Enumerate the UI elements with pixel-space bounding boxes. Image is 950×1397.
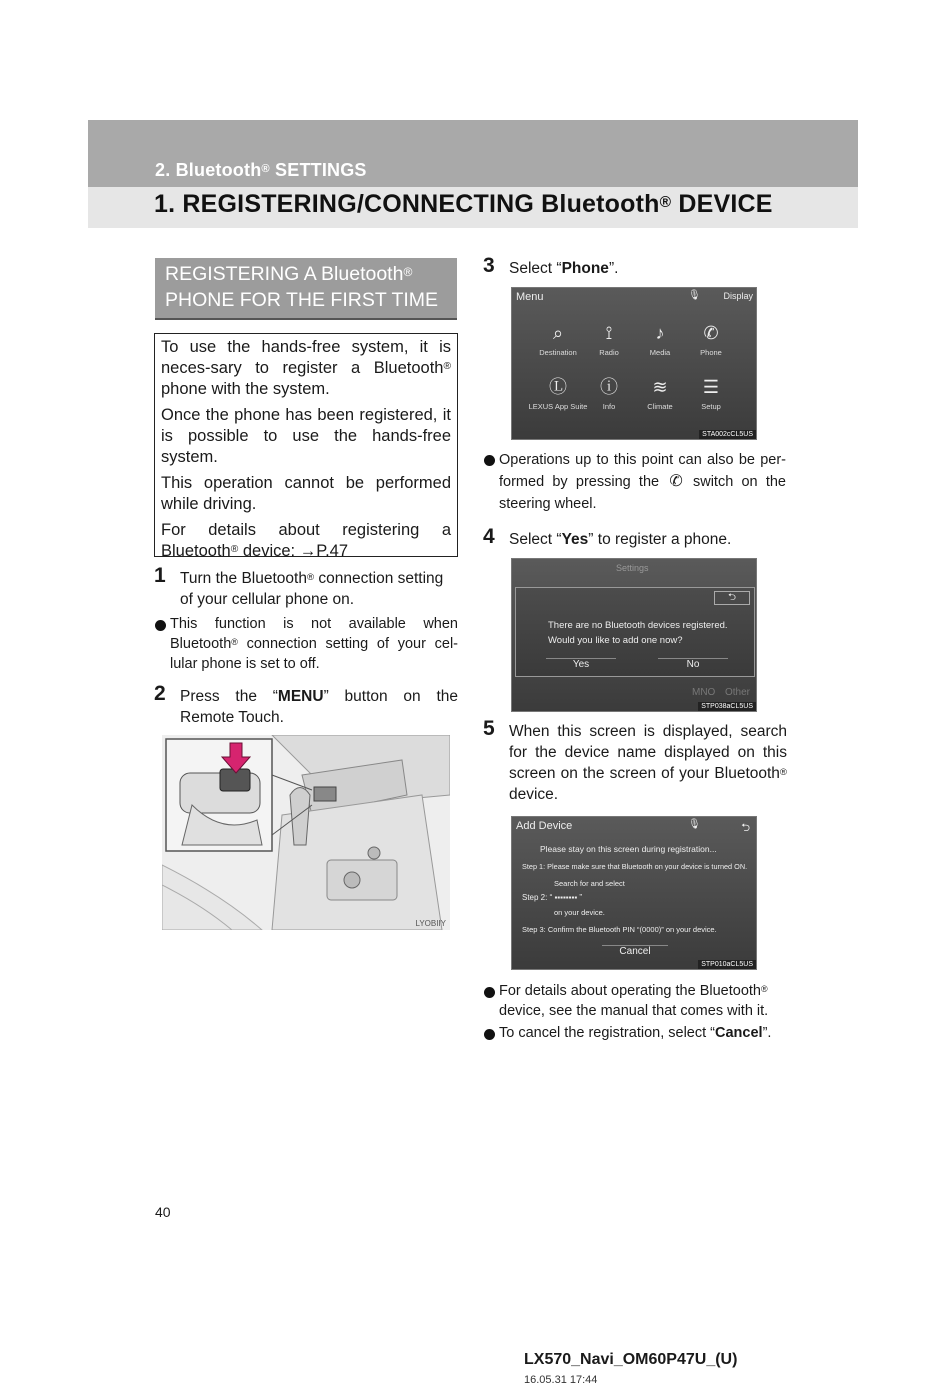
menu-phone[interactable]: ✆ Phone [700,323,722,357]
info-icon: ⓘ [600,377,618,397]
info-paragraph: To use the hands-free system, it is neces-sary to register a Bluetooth® phone with the system. [161,338,451,398]
bullet-icon [484,1029,495,1040]
info-box [154,333,458,560]
climate-icon: ≋ [652,377,668,397]
phone-icon: ✆ [703,323,719,343]
setup-icon: ☰ [702,377,720,397]
instruction-line: Please stay on this screen during registration... [540,844,717,854]
info-paragraph: This operation cannot be performed while driving. [161,474,451,513]
bullet-note: This function is not available when Bluetooth® connection setting of your cel-lular phone is set to off. [155,614,458,676]
screen-code: STP010aCL5US [698,960,756,969]
remote-touch-illustration [162,735,450,930]
menu-climate[interactable]: ≋ Climate [647,377,673,411]
bullet-icon [484,987,495,998]
menu-destination[interactable]: ⌕ Destination [539,323,577,357]
bullet-note: Operations up to this point can also be per-formed by pressing the ✆ switch on the steering wheel. [484,449,786,521]
step-4: 4 Select “Yes” to register a phone. [483,525,732,548]
bullet-icon [484,455,495,466]
settings-label: Settings [616,563,649,573]
add-device-screen [511,816,757,970]
back-button[interactable]: ⮌ [714,591,750,605]
other-key: Other [725,687,751,698]
confirm-screen [511,558,757,712]
mno-key: MNO [692,687,716,698]
screen-code: STP038aCL5US [698,702,756,711]
page-number: 40 [155,1204,171,1220]
menu-info[interactable]: ⓘ Info [600,377,618,411]
step-3: 3 Select “Phone”. [483,254,619,277]
step-1: 1 Turn the Bluetooth® connection setting of your cellular phone on. [154,564,444,608]
info-paragraph: Once the phone has been registered, it is possible to use the hands-free system. [161,406,451,466]
menu-lexus-app-suite[interactable]: Ⓛ LEXUS App Suite [528,377,588,411]
menu-radio[interactable]: ⟟ Radio [599,323,619,357]
subsection-heading: REGISTERING A Bluetooth® PHONE FOR THE FIRST TIME [155,258,457,320]
screen-code: STA002cCL5US [699,430,756,439]
info-paragraph: For details about registering a Bluetooth® device: →P.47 [161,521,451,560]
figure-code: LYOBIIY [415,919,446,928]
menu-setup[interactable]: ☰ Setup [701,377,721,411]
dialog-line: Would you like to add one now? [548,635,683,646]
radio-icon: ⟟ [605,323,613,343]
dialog-line: There are no Bluetooth devices registered. [548,620,728,631]
menu-screen [511,287,757,440]
instruction-line: Step 1: Please make sure that Bluetooth on your device is turned ON. [522,862,748,871]
phone-switch-icon: ✆ [669,473,683,490]
lexus-logo-icon: Ⓛ [549,377,567,397]
step-2: 2 Press the “MENU” button on the Remote Touch. [154,682,458,726]
screen-title: Menu [516,291,544,303]
destination-icon: ⌕ [552,323,564,343]
display-button[interactable]: Display [723,291,753,301]
chapter-title: 1. REGISTERING/CONNECTING Bluetooth® DEVICE [154,190,773,218]
section-label: 2. Bluetooth® SETTINGS [155,160,367,180]
back-button[interactable]: ⮌ [741,822,750,834]
screen-title: Add Device [516,820,573,832]
bullet-icon [155,620,166,631]
dialog [515,587,755,677]
step-5: 5 When this screen is displayed, search for the device name displayed on this screen on the screen of your Bluetooth® device. [483,717,787,803]
bullet-note: For details about operating the Bluetooth® device, see the manual that comes with it. [484,981,786,1021]
menu-media[interactable]: ♪ Media [649,323,671,357]
mic-icon: 🎙 [688,290,701,301]
instruction-line: Step 2: “ ▪▪▪▪▪▪▪▪ ” [522,893,583,902]
cancel-button[interactable]: Cancel [602,945,668,957]
bullet-note: To cancel the registration, select “Cancel”. [484,1023,786,1045]
yes-button[interactable]: Yes [546,658,616,670]
media-icon: ♪ [655,323,665,343]
instruction-line: Search for and select [554,879,625,888]
document-date: 16.05.31 17:44 [524,1374,598,1386]
mic-icon: 🎙 [688,819,701,830]
document-id: LX570_Navi_OM60P47U_(U) [524,1351,738,1368]
instruction-line: Step 3: Confirm the Bluetooth PIN “(0000)” on your device. [522,925,717,934]
instruction-line: on your device. [554,908,605,917]
no-button[interactable]: No [658,658,728,670]
